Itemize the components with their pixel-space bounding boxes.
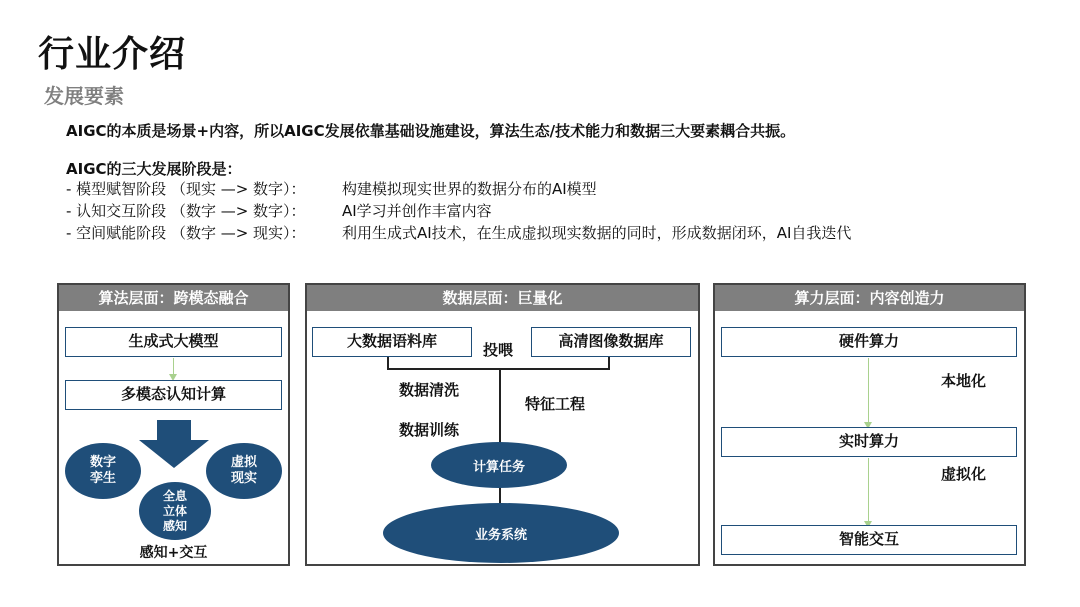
stage-desc: AI学习并创作丰富内容	[342, 202, 492, 220]
stage-desc: 利用生成式AI技术，在生成虚拟现实数据的同时，形成数据闭环，AI自我迭代	[342, 224, 852, 242]
holographic-bubble: 全息 立体 感知	[139, 482, 211, 540]
smart-interaction-box: 智能交互	[721, 525, 1017, 555]
connector-line	[499, 368, 501, 443]
stage-item	[66, 222, 851, 243]
down-arrow-icon	[868, 458, 869, 522]
compute-panel	[713, 283, 1026, 566]
algorithm-panel-header: 算法层面：跨模态融合	[59, 285, 288, 311]
stage-name: - 空间赋能阶段 （数字 —> 现实）：	[66, 224, 306, 242]
data-training-label: 数据训练	[399, 421, 460, 439]
hardware-compute-box: 硬件算力	[721, 327, 1017, 357]
data-cleaning-label: 数据清洗	[399, 381, 460, 399]
intro-text: AIGC的本质是场景+内容，所以AIGC发展依靠基础设施建设，算法生态/技术能力和数据三大要素耦合共振。	[66, 122, 796, 140]
image-db-box: 高清图像数据库	[531, 327, 691, 357]
stages-title: AIGC的三大发展阶段是：	[66, 160, 242, 178]
feature-engineering-label: 特征工程	[525, 395, 586, 413]
data-panel-header: 数据层面：巨量化	[307, 285, 698, 311]
stage-desc: 构建模拟现实世界的数据分布的AI模型	[342, 180, 597, 198]
algorithm-panel	[57, 283, 290, 566]
compute-task-ellipse: 计算任务	[431, 442, 567, 488]
localization-label: 本地化	[941, 372, 987, 390]
feed-label: 投喂	[483, 341, 514, 359]
big-down-arrow-icon	[139, 420, 209, 468]
down-arrow-icon	[868, 358, 869, 423]
data-panel	[305, 283, 700, 566]
business-system-ellipse: 业务系统	[383, 503, 619, 563]
stage-name: - 模型赋智阶段 （现实 —> 数字）：	[66, 180, 306, 198]
corpus-box: 大数据语料库	[312, 327, 472, 357]
algorithm-caption: 感知+交互	[139, 545, 208, 561]
stage-name: - 认知交互阶段 （数字 —> 数字）：	[66, 202, 306, 220]
generative-model-box: 生成式大模型	[65, 327, 282, 357]
stage-item	[66, 178, 597, 199]
digital-twin-bubble: 数字 孪生	[65, 443, 141, 499]
page-title: 行业介绍	[38, 34, 187, 75]
page-subtitle: 发展要素	[44, 84, 124, 108]
multimodal-computing-box: 多模态认知计算	[65, 380, 282, 410]
virtualization-label: 虚拟化	[941, 465, 987, 483]
realtime-compute-box: 实时算力	[721, 427, 1017, 457]
down-arrow-icon	[173, 358, 174, 375]
compute-panel-header: 算力层面：内容创造力	[715, 285, 1024, 311]
stage-item	[66, 200, 492, 221]
virtual-reality-bubble: 虚拟 现实	[206, 443, 282, 499]
